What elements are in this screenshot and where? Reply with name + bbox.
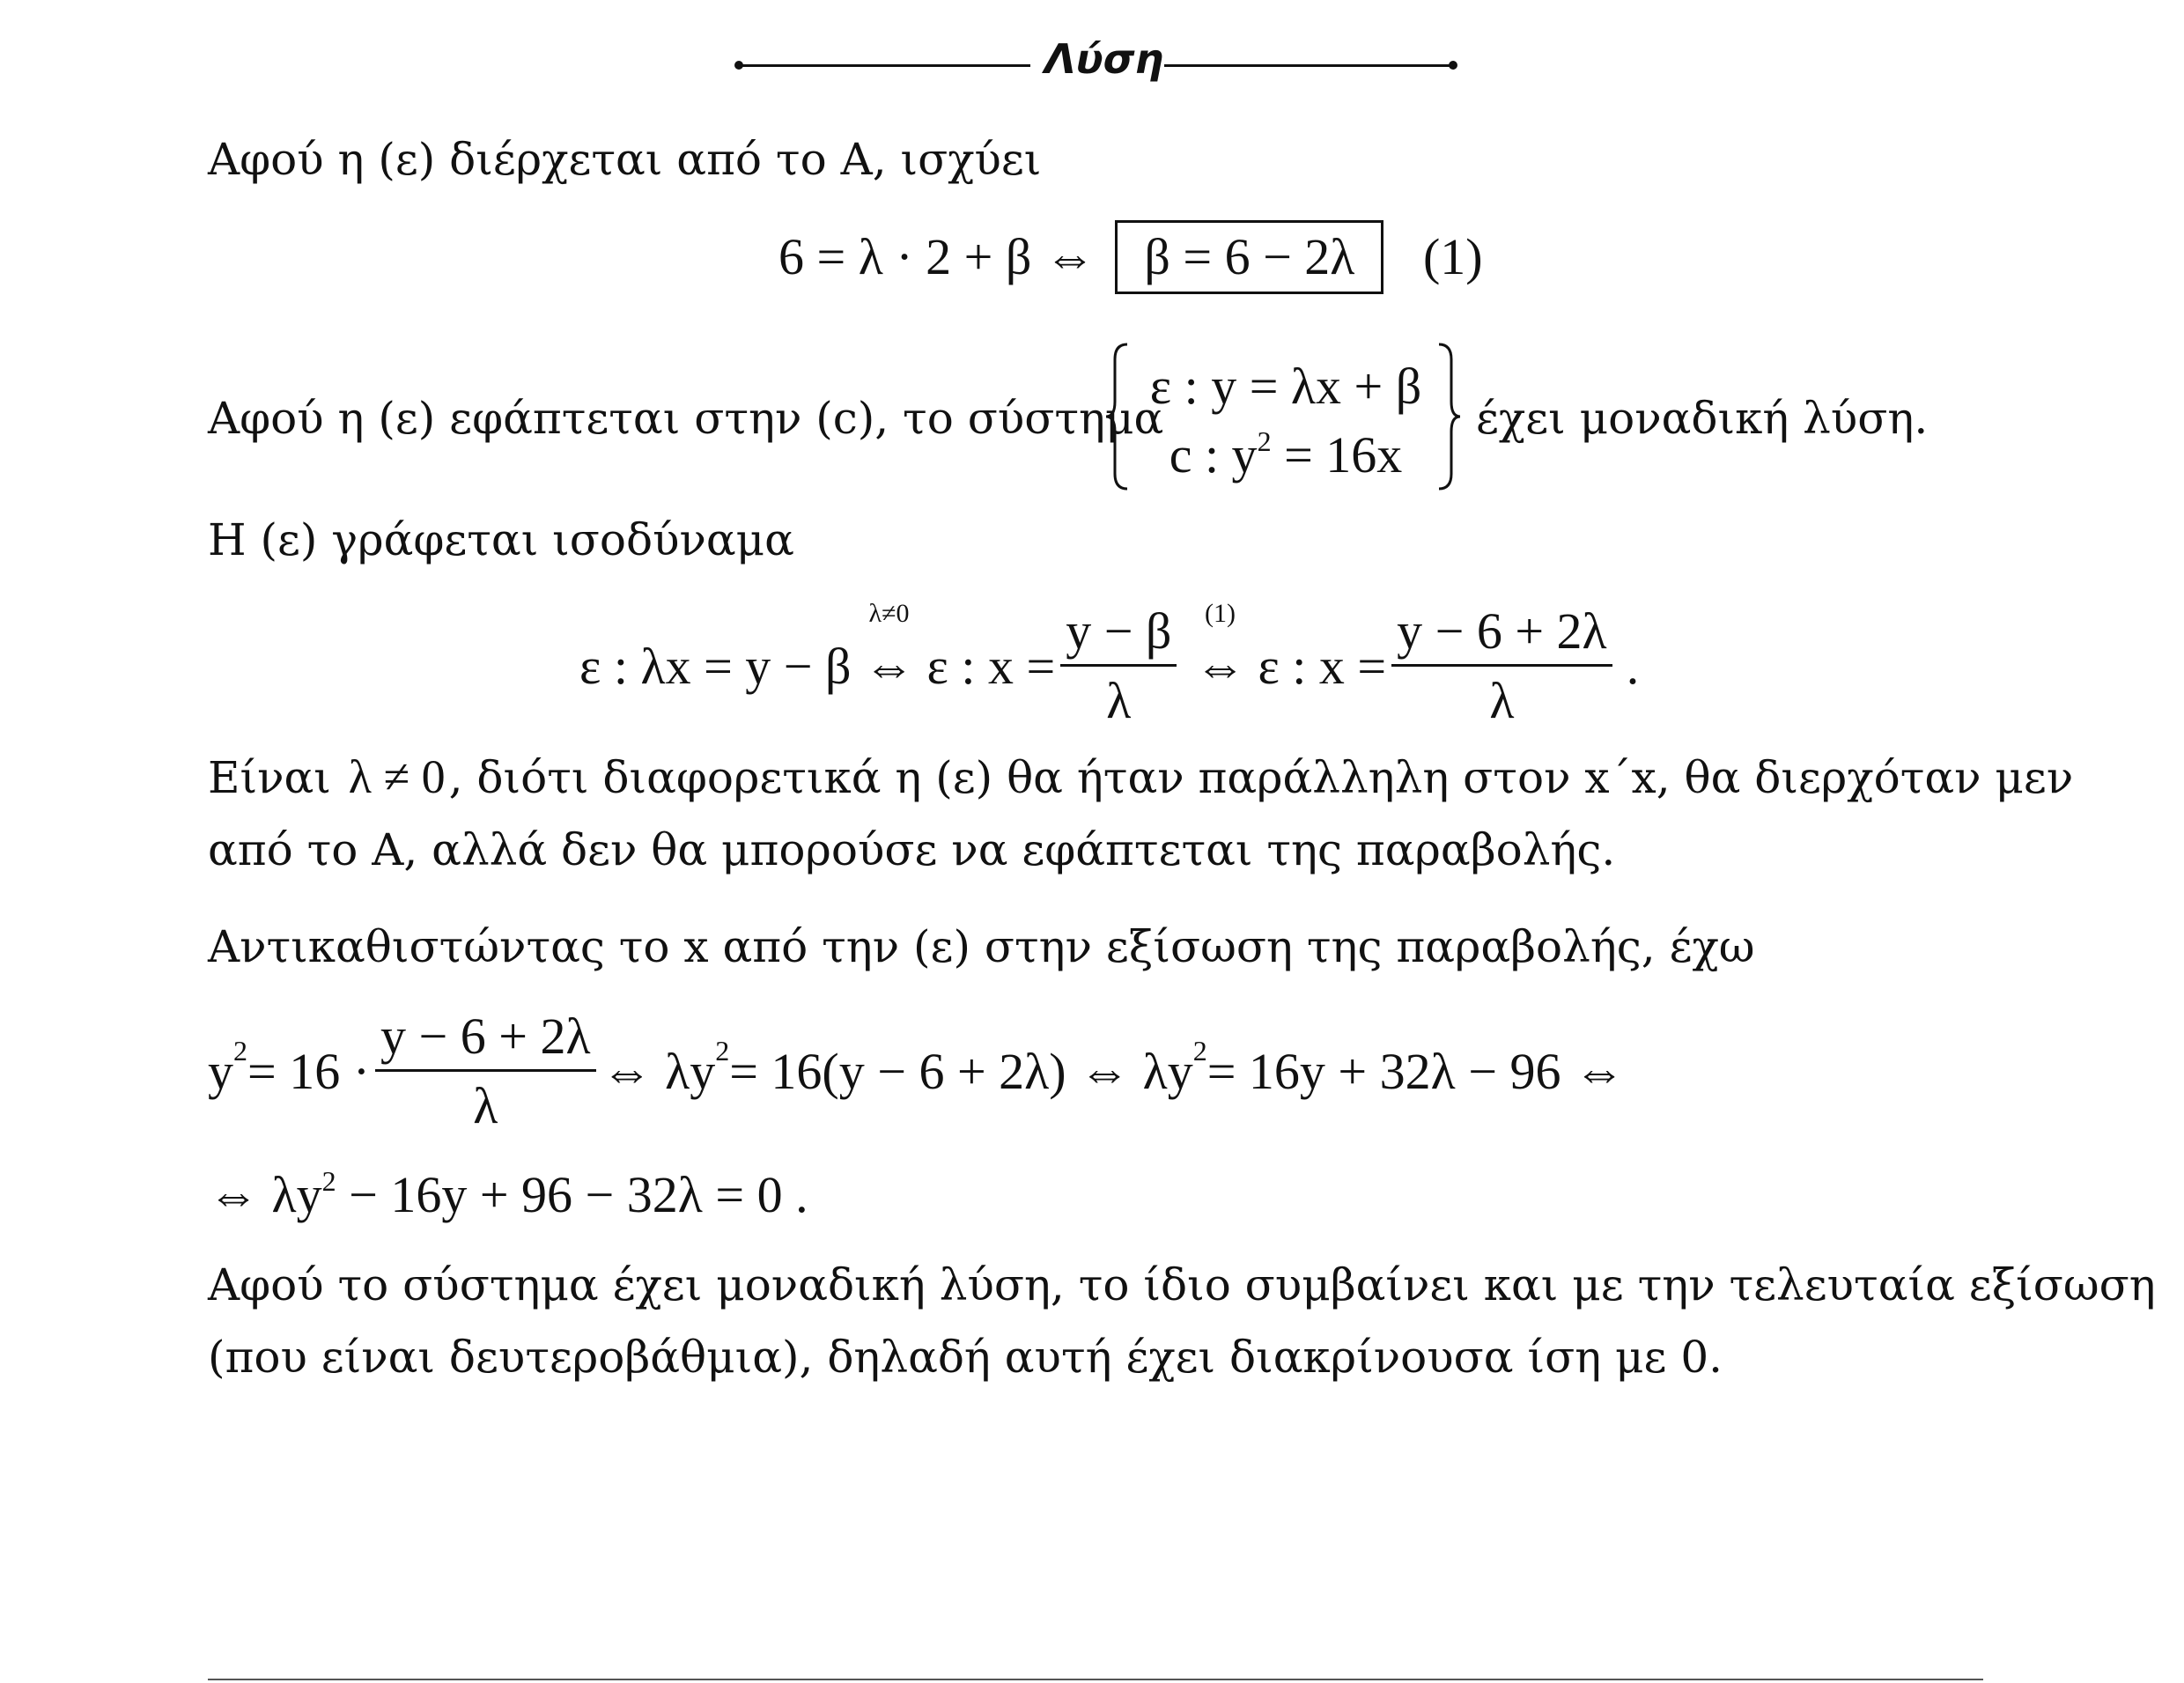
footer-rule <box>208 1679 1983 1680</box>
arrow-1-condition: λ≠0 <box>868 598 910 628</box>
paragraph-4: Είναι λ ≠ 0, διότι διαφορετικά η (ε) θα ήταν παράλληλη στον x΄x, θα διερχόταν μεν <box>208 750 2074 803</box>
equation-1-left: 6 = λ · 2 + β ⇔ <box>778 228 1096 285</box>
fraction-3 <box>375 1008 596 1134</box>
equation-2-part-1: ε : λx = y − β <box>579 637 852 695</box>
system-of-equations <box>1111 342 1460 493</box>
paragraph-6: Αντικαθιστώντας το x από την (ε) στην εξίσωση της παραβολής, έχω <box>208 921 1755 972</box>
equation-1 <box>778 220 1483 294</box>
header-left-rule <box>740 64 1030 67</box>
condition-lambda-nonzero: λ ≠ 0 <box>348 750 446 803</box>
section-title: Λύση <box>1044 35 1164 83</box>
equation-2 <box>579 598 1640 729</box>
equation-2-part-3: ε : x = <box>1258 637 1387 695</box>
header-right-dot <box>1449 61 1457 70</box>
equation-4: ⇔ $\lambda y^2 - 16y + 96 - 32\lambda = 0$ . <box>208 1165 808 1223</box>
equation-1-tag: (1) <box>1422 228 1483 285</box>
equation-1-boxed: β = 6 − 2λ <box>1115 220 1383 294</box>
equation-2-period: . <box>1626 637 1640 695</box>
system-row-1: ε : y = λx + β <box>1149 358 1422 415</box>
paragraph-2-lead: Αφού η (ε) εφάπτεται στην (c), το σύστημα <box>208 393 1164 444</box>
paragraph-5: από το Α, αλλά δεν θα μπορούσε να εφάπτεται της παραβολής. <box>208 824 1616 875</box>
equivalence-arrow-2: (1) ⇔ <box>1194 598 1246 695</box>
system-row-2: c : $y^2 = 16x$ <box>1169 425 1403 483</box>
fraction-2 <box>1391 602 1612 729</box>
equation-2-part-2: ε : x = <box>926 637 1056 695</box>
equation-3: y 2 = 16 · $\frac{y - 6 + 2\lambda}{\lambda}$ ⇔ λy 2 = 16(y − 6 + 2λ) ⇔ λy 2 = 16y + 32λ − 96 ⇔ <box>208 1008 1625 1134</box>
right-brace-icon <box>1435 342 1462 491</box>
header-right-rule <box>1164 64 1453 67</box>
equivalence-arrow-1: λ≠0 ⇔ <box>863 598 915 695</box>
paragraph-7: Αφού το σύστημα έχει μοναδική λύση, το ίδιο συμβαίνει και με την τελευταία εξίσωση <box>208 1259 2156 1310</box>
paragraph-2-tail: έχει μοναδική λύση. <box>1476 393 1929 444</box>
arrow-2-reference: (1) <box>1204 598 1236 628</box>
fraction-3-denominator: λ <box>473 1077 498 1134</box>
fraction-1-denominator: λ <box>1106 672 1132 729</box>
paragraph-1: Αφού η (ε) διέρχεται από το Α, ισχύει <box>208 134 1042 185</box>
paragraph-8: (που είναι δευτεροβάθμια), δηλαδή αυτή έχει διακρίνουσα ίση με 0. <box>208 1332 1723 1383</box>
fraction-2-numerator: y − 6 + 2λ <box>1391 606 1612 667</box>
fraction-1 <box>1060 602 1177 729</box>
paragraph-3: Η (ε) γράφεται ισοδύναμα <box>208 514 794 565</box>
fraction-1-numerator: y − β <box>1060 606 1177 667</box>
fraction-2-denominator: λ <box>1489 672 1515 729</box>
fraction-3-numerator: y − 6 + 2λ <box>375 1011 596 1072</box>
